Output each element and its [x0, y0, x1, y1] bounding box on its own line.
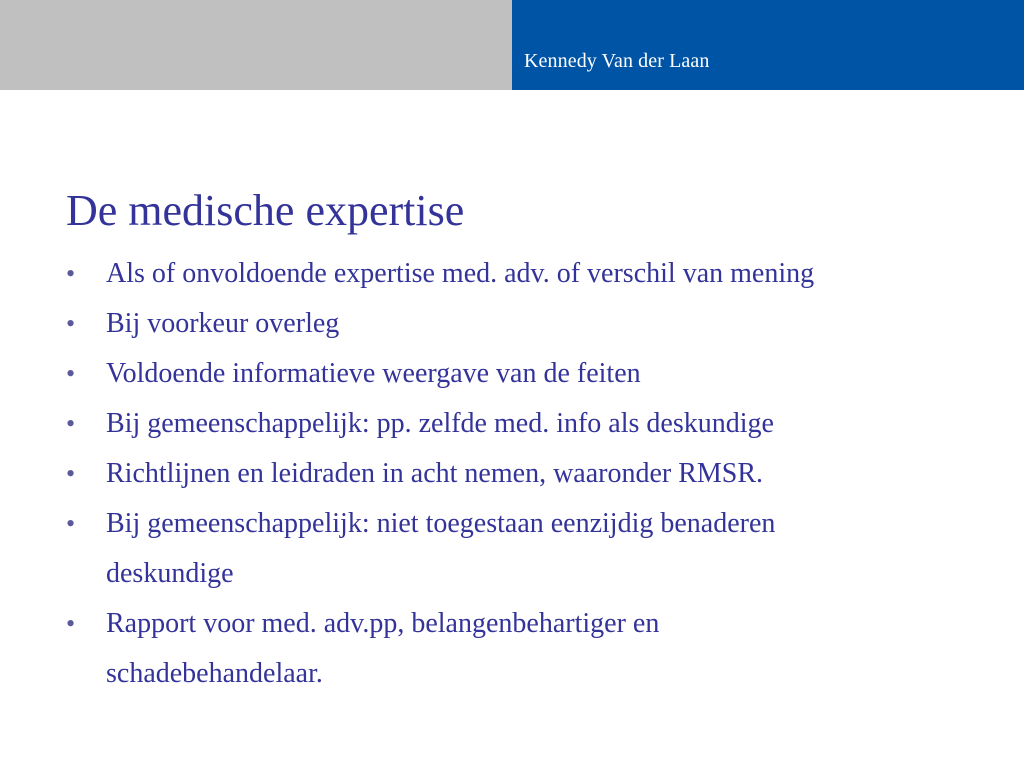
bullet-text: Rapport voor med. adv.pp, belangenbehartiger en [106, 608, 660, 639]
bullet-item [66, 249, 966, 299]
bullet-item [66, 449, 966, 499]
header-blue-band [512, 0, 1024, 90]
bullet-text: Bij gemeenschappelijk: niet toegestaan eenzijdig benaderen [106, 508, 776, 539]
slide-title: De medische expertise [66, 186, 465, 235]
header-gray-band [0, 0, 512, 90]
bullet-item [66, 399, 966, 449]
brand-logo-text: Kennedy Van der Laan [524, 50, 710, 72]
bullet-item [66, 349, 966, 399]
bullet-dot-icon: • [66, 309, 76, 338]
bullet-item [66, 499, 966, 599]
bullet-text-continuation: deskundige [106, 558, 234, 589]
bullet-text: Voldoende informatieve weergave van de feiten [106, 358, 641, 389]
bullet-dot-icon: • [66, 509, 76, 538]
bullet-dot-icon: • [66, 359, 76, 388]
bullet-text: Bij gemeenschappelijk: pp. zelfde med. info als deskundige [106, 408, 774, 439]
bullet-text: Bij voorkeur overleg [106, 308, 340, 339]
bullet-dot-icon: • [66, 459, 76, 488]
bullet-text: Als of onvoldoende expertise med. adv. of verschil van mening [106, 258, 815, 289]
bullet-text: Richtlijnen en leidraden in acht nemen, waaronder RMSR. [106, 458, 764, 489]
bullet-list [66, 249, 966, 699]
bullet-text-continuation: schadebehandelaar. [106, 658, 323, 689]
bullet-item [66, 599, 966, 699]
bullet-dot-icon: • [66, 259, 76, 288]
bullet-dot-icon: • [66, 609, 76, 638]
bullet-dot-icon: • [66, 409, 76, 438]
bullet-item [66, 299, 966, 349]
